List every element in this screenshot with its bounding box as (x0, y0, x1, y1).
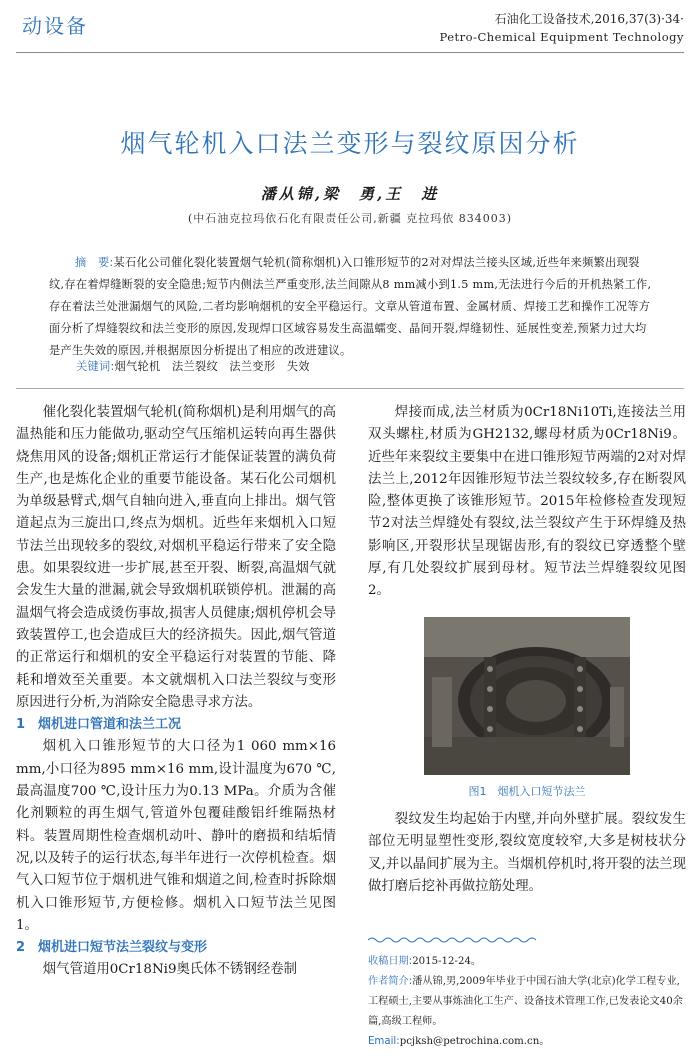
figure-1-caption: 图1 烟机入口短节法兰 (468, 784, 586, 798)
footnote (368, 952, 688, 1052)
abstract-text: 某石化公司催化裂化装置烟气轮机(简称烟机)入口锥形短节的2对对焊法兰接头区域,近些年来频繁出现裂纹,存在着焊缝断裂的安全隐患;短节内侧法兰严重变形,法兰间隙从8 mm减小到1.5 mm,无法进行今后的开机热紧工作,存在着法兰处泄漏烟气的风险,二者均影响烟机的安全平稳运行。文章从管道布置、金属材质、焊接工艺和操作工况等方面分析了焊缝裂纹和法兰变形的原因,发现焊口区域容易发生高温蠕变、晶间开裂,焊缝韧性、延展性变差,预紧力过大均是产生失效的原因,并根据原因分析提出了相应的改进建议。 (49, 256, 652, 357)
email-value: pcjksh@petrochina.com.cn。 (399, 1036, 550, 1047)
keywords-label: 关键词: (76, 360, 115, 373)
section-2-title: 烟机进口短节法兰裂纹与变形 (38, 940, 208, 956)
figure-1-photo (424, 617, 630, 775)
received-value: 2015-12-24。 (412, 956, 482, 967)
article-title: 烟气轮机入口法兰变形与裂纹原因分析 (120, 129, 580, 158)
left-column (16, 402, 336, 982)
intro-paragraph: 催化裂化装置烟气轮机(简称烟机)是利用烟气的高温热能和压力能做功,驱动空气压缩机运转向再生器供烧焦用风的设备;烟机正常运行才能保证装置的满负荷生产,也是炼化企业的重要节能设备。某石化公司烟机为单级悬臂式,烟气自轴向进入,垂直向上排出。烟气管道起点为三旋出口,终点为烟机。近些年来烟机入口短节法兰出现较多的裂纹,对烟机平稳运行带来了安全隐患。如果裂纹进一步扩展,甚至开裂、断裂,高温烟气就会发生大量的泄漏,就会导致烟机联锁停机。泄漏的高温烟气将会造成烫伤事故,损害人员健康;烟机停机会导致装置停工,也会造成巨大的经济损失。因此,烟气管道的正常运行和烟机的安全平稳运行对装置的节能、降耗和增效至关重要。本文就烟机入口法兰裂纹与变形原因进行分析,为消除安全隐患寻求方法。 (16, 405, 336, 710)
section-2-paragraph: 烟气管道用0Cr18Ni9奥氏体不锈钢经卷制 (42, 962, 297, 978)
footnote-wave-divider (368, 936, 538, 944)
email-label: Email: (368, 1036, 400, 1047)
journal-name-en: Petro-Chemical Equipment Technology (439, 30, 684, 44)
crack-description-paragraph: 裂纹发生均起始于内壁,并向外壁扩展。裂纹发生部位无明显塑性变形,裂纹宽度较窄,大多是树枝状分叉,并以晶间扩展为主。当烟机停机时,将开裂的法兰现做打磨后挖补再做拉筋处理。 (368, 811, 686, 894)
abstract-rule (16, 388, 684, 389)
author-bio (368, 972, 688, 1032)
right-column (368, 402, 686, 898)
section-1-number: 1 (16, 717, 26, 733)
affiliation: (中石油克拉玛依石化有限责任公司,新疆 克拉玛依 834003) (187, 212, 513, 225)
header-rule (16, 52, 684, 53)
keywords (76, 358, 636, 374)
abstract-label: 摘 要: (75, 256, 114, 269)
section-1-paragraph: 烟机入口锥形短节的大口径为1 060 mm×16 mm,小口径为895 mm×16 mm,设计温度为670 ℃,最高温度700 ℃,设计压力为0.13 MPa。介质为含催化剂颗粒的再生烟气,管道外包覆硅酸铝纤维隔热材料。装置周期性检查烟机动叶、静叶的磨损和结垢情况,以及转子的运行状态,每半年进行一次停机检查。烟气入口短节位于烟机进气锥和烟道之间,检查时拆除烟机入口锥形短节,方便检修。烟机入口短节法兰见图1。 (16, 739, 336, 933)
flange-photo-illustration (424, 617, 630, 775)
page-header (0, 0, 700, 58)
section-2-number: 2 (16, 940, 26, 956)
section-1-heading (16, 714, 336, 736)
author-email (368, 1032, 688, 1052)
authors: 潘从锦,梁 勇,王 进 (260, 185, 440, 203)
received-label: 收稿日期: (368, 956, 413, 967)
keywords-text: 烟气轮机 法兰裂纹 法兰变形 失效 (114, 360, 310, 373)
author-bio-text: 潘从锦,男,2009年毕业于中国石油大学(北京)化学工程专业,工程硕士,主要从事炼油化工生产、设备技术管理工作,已发表论文40余篇,高级工程师。 (368, 976, 683, 1027)
section-1-title: 烟机进口管道和法兰工况 (38, 717, 182, 733)
section-tag: 动设备 (22, 14, 88, 38)
received-date (368, 952, 688, 972)
abstract (49, 252, 653, 362)
section-2-continued-paragraph: 焊接而成,法兰材质为0Cr18Ni10Ti,连接法兰用双头螺柱,材质为GH2132,螺母材质为0Cr18Ni9。近些年来裂纹主要集中在进口锥形短节两端的2对对焊法兰上,2012年因锥形短节法兰裂纹较多,存在断裂风险,整体更换了该锥形短节。2015年检修检查发现短节2对法兰焊缝处有裂纹,法兰裂纹产生于环焊缝及热影响区,开裂形状呈现锯齿形,有的裂纹已穿透整个壁厚,有几处裂纹扩展到母材。短节法兰焊缝裂纹见图2。 (368, 405, 686, 599)
journal-citation: 石油化工设备技术,2016,37(3)·34· (494, 12, 684, 26)
section-2-heading (16, 937, 336, 959)
author-bio-label: 作者简介: (368, 976, 413, 987)
